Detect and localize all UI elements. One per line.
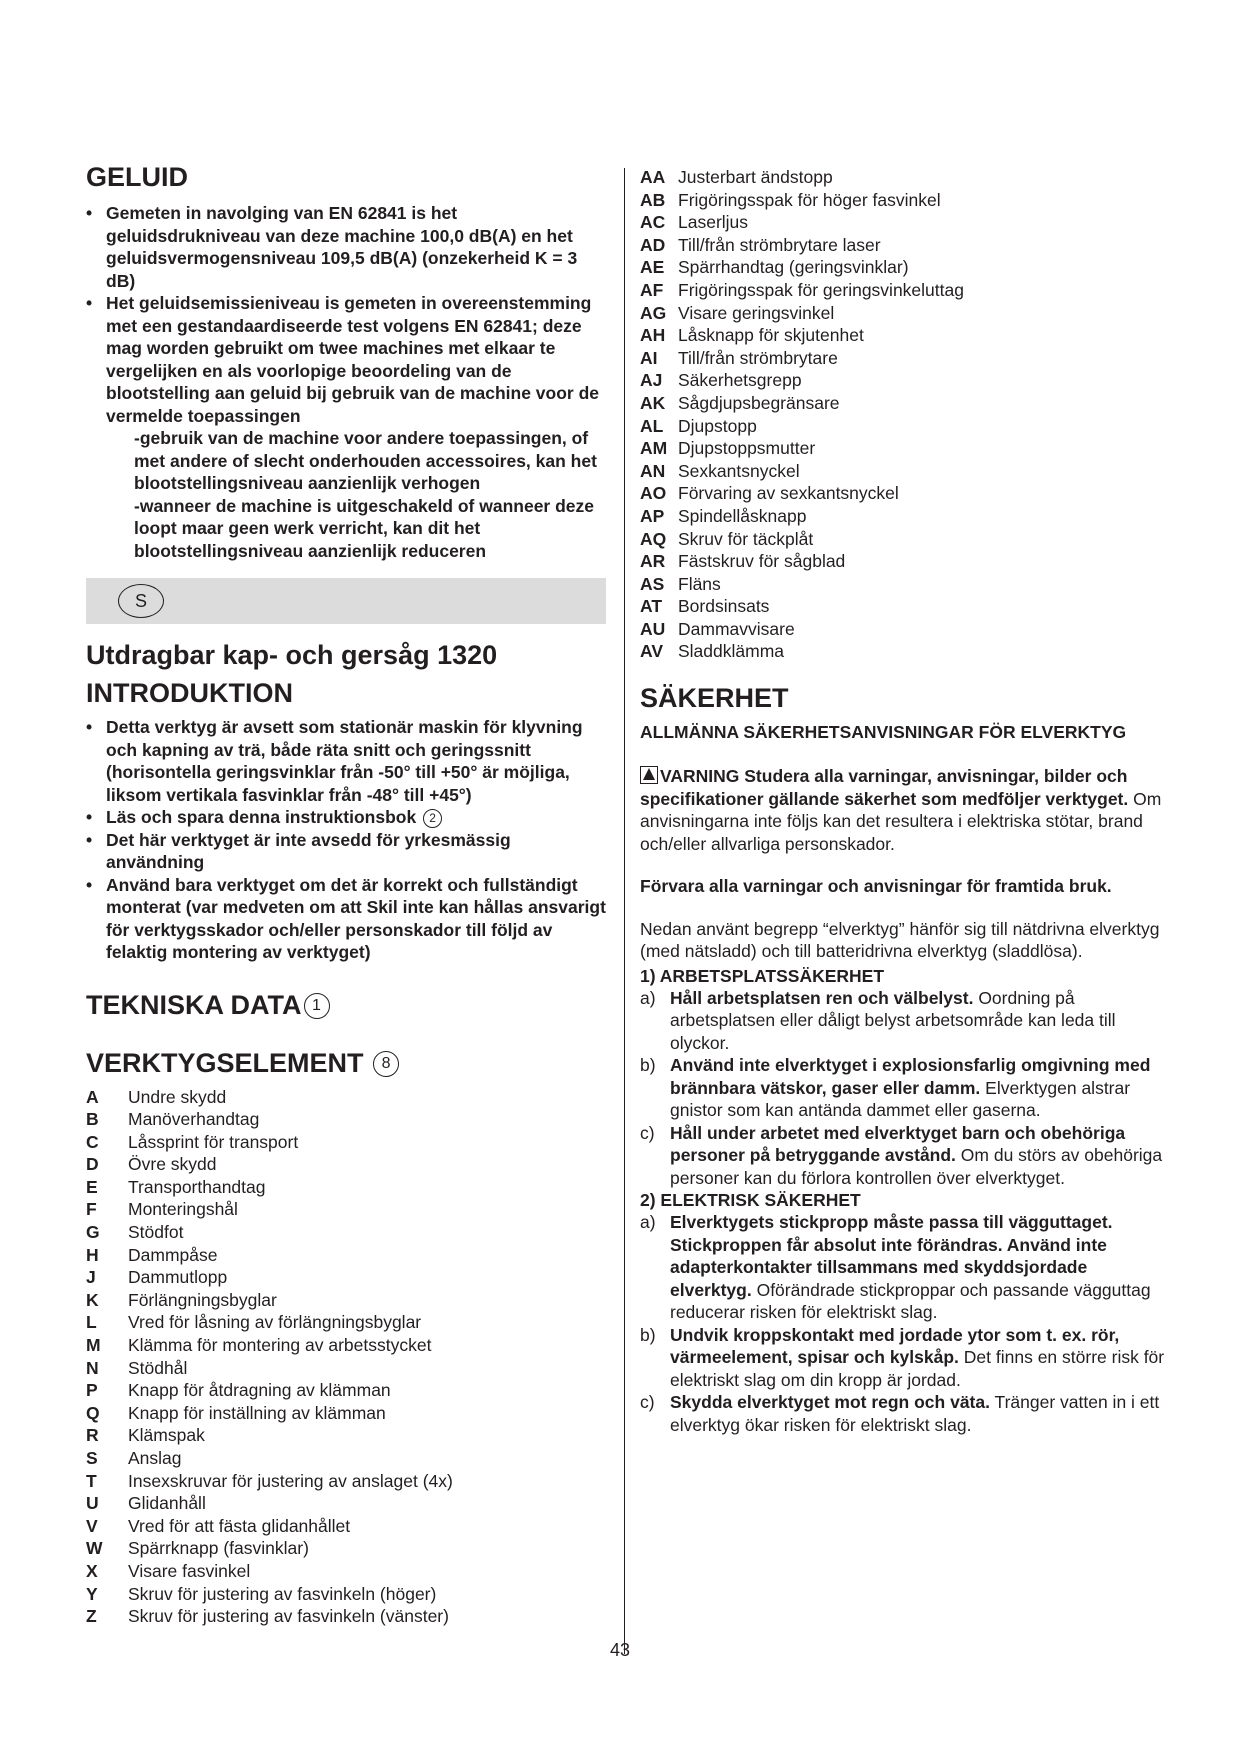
- part-key: W: [86, 1538, 103, 1559]
- part-label: Dammavvisare: [678, 618, 795, 639]
- part-label: Sågdjupsbegränsare: [678, 392, 840, 413]
- part-row: [86, 1605, 453, 1628]
- part-label: Knapp för åtdragning av klämman: [128, 1380, 391, 1401]
- item-marker: a): [640, 987, 656, 1008]
- part-label: Monteringshål: [128, 1199, 238, 1220]
- safety-item: [640, 987, 1170, 1055]
- part-key: AN: [640, 460, 666, 481]
- item-bold-text: Skydda elverktyget mot regn och väta.: [670, 1392, 990, 1413]
- part-row: [640, 618, 964, 641]
- part-label: Djupstopp: [678, 415, 757, 436]
- part-row: [86, 1470, 453, 1493]
- part-key: AM: [640, 438, 668, 459]
- geluid-heading: GELUID: [86, 162, 189, 192]
- part-row: [640, 640, 964, 663]
- part-row: [86, 1560, 453, 1583]
- part-key: AO: [640, 483, 667, 504]
- part-label: Glidanhåll: [128, 1493, 206, 1514]
- item-text: Tränger vatten in i ett elverktyg ökar risken för elektriskt slag.: [670, 1392, 1160, 1435]
- part-key: J: [86, 1267, 96, 1288]
- part-row: [640, 460, 964, 483]
- part-label: Insexskruvar för justering av anslaget (4x): [128, 1470, 453, 1491]
- safety-item: [640, 1211, 1170, 1324]
- part-row: [86, 1424, 453, 1447]
- part-key: F: [86, 1199, 97, 1220]
- tech-data-heading: TEKNISKA DATA 1: [86, 988, 606, 1022]
- part-row: [86, 1583, 453, 1606]
- part-key: A: [86, 1086, 99, 1107]
- part-row: [86, 1311, 453, 1334]
- part-row: [86, 1108, 453, 1131]
- part-label: Frigöringsspak för geringsvinkeluttag: [678, 279, 964, 300]
- part-row: [640, 550, 964, 573]
- part-row: [86, 1176, 453, 1199]
- intro-heading: INTRODUKTION: [86, 678, 293, 708]
- part-key: AC: [640, 212, 666, 233]
- item-text: Det finns en större risk för elektriskt slag om din kropp är jordad.: [670, 1347, 1165, 1390]
- geluid-bullet-1: • Gemeten in navolging van EN 62841 is het geluidsdrukniveau van deze machine 100,0 dB(A) en het geluidsvermogensniveau 109,5 dB(A) (onzekerheid K = 3 dB): [86, 202, 606, 292]
- item-marker: a): [640, 1212, 656, 1233]
- left-column: [86, 160, 606, 1628]
- part-row: [640, 482, 964, 505]
- part-row: [640, 595, 964, 618]
- part-label: Manöverhandtag: [128, 1109, 260, 1130]
- right-column: [640, 166, 1170, 1436]
- geluid-sub-2: -wanneer de machine is uitgeschakeld of wanneer deze loopt maar geen werk verricht, kan dit het blootstellingsniveau aanzienlijk reduceren: [134, 495, 595, 561]
- part-label: Låsknapp för skjutenhet: [678, 325, 864, 346]
- part-key: G: [86, 1222, 100, 1243]
- part-row: [86, 1492, 453, 1515]
- intro-bullet-1: • Detta verktyg är avsett som stationär maskin för klyvning och kapning av trä, både räta snitt och geringssnitt (horisontella geringsvinklar från -50° till +50° är möjliga, liksom vertikala fasvinklar från -48° till +45°): [86, 716, 606, 806]
- keep-instructions: Förvara alla varningar och anvisningar för framtida bruk.: [640, 876, 1112, 897]
- part-row: [640, 211, 964, 234]
- part-row: [640, 415, 964, 438]
- part-key: T: [86, 1470, 97, 1491]
- part-row: [86, 1379, 453, 1402]
- safety-subtitle: ALLMÄNNA SÄKERHETSANVISNINGAR FÖR ELVERKTYG: [640, 722, 1127, 743]
- part-label: Vred för att fästa glidanhållet: [128, 1515, 351, 1536]
- part-key: AB: [640, 189, 666, 210]
- part-row: [86, 1515, 453, 1538]
- item-marker: c): [640, 1122, 655, 1143]
- language-badge: S: [118, 584, 164, 618]
- elements-heading: VERKTYGSELEMENT 8: [86, 1046, 606, 1080]
- part-key: M: [86, 1335, 101, 1356]
- warning-icon: [640, 766, 658, 784]
- item-bold-text: Använd inte elverktyget i explosionsfarlig omgivning med brännbara vätskor, gaser eller damm.: [670, 1055, 1151, 1098]
- part-key: V: [86, 1515, 98, 1536]
- part-key: P: [86, 1380, 98, 1401]
- part-label: Bordsinsats: [678, 596, 770, 617]
- part-row: [86, 1402, 453, 1425]
- part-row: [640, 392, 964, 415]
- part-row: [86, 1334, 453, 1357]
- part-key: Y: [86, 1583, 98, 1604]
- part-label: Dammpåse: [128, 1244, 218, 1265]
- item-text: Elverktygen alstrar gnistor som kan antända dammet eller gaserna.: [670, 1077, 1131, 1121]
- part-key: K: [86, 1289, 99, 1310]
- part-key: AE: [640, 257, 665, 278]
- part-key: N: [86, 1357, 99, 1378]
- part-label: Djupstoppsmutter: [678, 438, 816, 459]
- section-2-list: [640, 1211, 1170, 1436]
- part-key: Q: [86, 1402, 100, 1423]
- item-bold-text: Undvik kroppskontakt med jordade ytor som t. ex. rör, värmeelement, spisar och kylskåp.: [670, 1324, 1120, 1368]
- part-key: D: [86, 1154, 99, 1175]
- figure-ref-1: 1: [304, 993, 330, 1019]
- part-key: AP: [640, 505, 665, 526]
- warning-paragraph: VARNING Studera alla varningar, anvisningar, bilder och specifikationer gällande säkerhet som medföljer verktyget. Om anvisningarna inte följs kan det resultera i elektriska stötar, brand och/eller allvarliga personskador.: [640, 766, 1162, 854]
- part-key: AT: [640, 596, 663, 617]
- part-key: AR: [640, 551, 666, 572]
- part-label: Stödfot: [128, 1222, 184, 1243]
- item-bold-text: Elverktygets stickpropp måste passa till vägguttaget. Stickproppen får absolut inte förändras. Använd inte adapterkontakter tillsammans med skyddsjordade elverktyg.: [670, 1212, 1113, 1300]
- part-row: [640, 302, 964, 325]
- item-marker: c): [640, 1392, 655, 1413]
- part-label: Förvaring av sexkantsnyckel: [678, 483, 899, 504]
- part-key: AV: [640, 641, 664, 662]
- part-key: AA: [640, 167, 666, 187]
- part-row: [86, 1198, 453, 1221]
- part-key: E: [86, 1176, 98, 1197]
- part-key: AS: [640, 573, 665, 594]
- part-key: H: [86, 1244, 99, 1265]
- part-key: AQ: [640, 528, 667, 549]
- part-key: AF: [640, 279, 664, 300]
- item-marker: b): [640, 1324, 656, 1345]
- part-label: Övre skydd: [128, 1154, 217, 1175]
- part-row: [640, 505, 964, 528]
- intro-list: [86, 716, 606, 964]
- part-row: [86, 1153, 453, 1176]
- safety-item: [640, 1324, 1170, 1392]
- intro-bullet-2: • Läs och spara denna instruktionsbok 2: [86, 806, 606, 829]
- part-label: Frigöringsspak för höger fasvinkel: [678, 189, 941, 210]
- section-1-list: [640, 987, 1170, 1190]
- part-row: [640, 189, 964, 212]
- part-label: Låssprint för transport: [128, 1131, 299, 1152]
- part-row: [640, 528, 964, 551]
- part-key: C: [86, 1131, 99, 1152]
- safety-heading: SÄKERHET: [640, 683, 789, 714]
- figure-ref-2: 2: [423, 809, 442, 828]
- part-key: AJ: [640, 370, 663, 391]
- part-label: Klämma för montering av arbetsstycket: [128, 1335, 432, 1356]
- part-label: Spindellåsknapp: [678, 505, 807, 526]
- safety-item: [640, 1122, 1170, 1190]
- part-key: AD: [640, 234, 666, 255]
- part-key: AH: [640, 325, 666, 346]
- elements-table: [86, 1086, 453, 1628]
- part-row: [86, 1131, 453, 1154]
- part-label: Fläns: [678, 573, 721, 594]
- item-text: Oförändrade stickproppar och passande vägguttag reducerar risken för elektriskt slag.: [670, 1279, 1151, 1323]
- part-row: [640, 324, 964, 347]
- geluid-bullet-2: • Het geluidsemissieniveau is gemeten in overeenstemming met een gestandaardiseerde test volgens EN 62841; deze mag worden gebruikt om twee machines met elkaar te vergelijken en als voorlopige beoordeling van de blootstelling aan geluid bij gebruik van de machine voor de vermelde toepassingen -gebruik van de machine voor andere toepassingen, of met andere of slecht onderhouden accessoires, kan het blootstellingsniveau aanzienlijk verhogen -wanneer de machine is uitgeschakeld of wanneer deze loopt maar geen werk verricht, kan dit het blootstellingsniveau aanzienlijk reduceren: [86, 292, 606, 562]
- part-label: Justerbart ändstopp: [678, 167, 833, 187]
- part-row: [86, 1357, 453, 1380]
- part-label: Sladdklämma: [678, 641, 785, 662]
- part-key: AK: [640, 392, 666, 413]
- part-row: [86, 1289, 453, 1312]
- intro-bullet-3: • Det här verktyget är inte avsedd för yrkesmässig användning: [86, 829, 606, 874]
- part-key: Z: [86, 1606, 97, 1627]
- parts-table: [640, 166, 964, 663]
- part-label: Dammutlopp: [128, 1267, 228, 1288]
- language-band: [86, 578, 606, 624]
- part-label: Laserljus: [678, 212, 749, 233]
- part-label: Till/från strömbrytare: [678, 347, 838, 368]
- part-key: AL: [640, 415, 664, 436]
- part-label: Skruv för täckplåt: [678, 528, 814, 549]
- part-label: Stödhål: [128, 1357, 188, 1378]
- column-divider: [624, 168, 625, 1654]
- item-bold-text: Håll under arbetet med elverktyget barn och obehöriga personer på betryggande avstånd.: [670, 1122, 1126, 1166]
- part-label: Förlängningsbyglar: [128, 1289, 277, 1310]
- safety-item: [640, 1054, 1170, 1122]
- part-label: Transporthandtag: [128, 1176, 266, 1197]
- part-key: S: [86, 1448, 98, 1468]
- part-label: Undre skydd: [128, 1086, 227, 1107]
- part-label: Skruv för justering av fasvinkeln (vänster): [128, 1606, 449, 1627]
- figure-ref-8: 8: [373, 1051, 399, 1077]
- part-row: [640, 279, 964, 302]
- part-label: Spärrhandtag (geringsvinklar): [678, 257, 909, 278]
- part-key: L: [86, 1312, 97, 1333]
- geluid-sub-1: -gebruik van de machine voor andere toepassingen, of met andere of slecht onderhouden accessoires, kan het blootstellingsniveau aanzienlijk verhogen: [134, 428, 597, 493]
- product-title: Utdragbar kap- och gersåg 1320: [86, 640, 498, 670]
- part-key: B: [86, 1109, 99, 1130]
- part-row: [640, 347, 964, 370]
- safety-item: [640, 1391, 1170, 1436]
- part-row: [86, 1244, 453, 1267]
- part-label: Vred för låsning av förlängningsbyglar: [128, 1312, 422, 1333]
- part-row: [86, 1221, 453, 1244]
- part-row: [640, 437, 964, 460]
- page-number: 43: [609, 1640, 631, 1660]
- intro-bullet-4: • Använd bara verktyget om det är korrekt och fullständigt monterat (var medveten om att Skil inte kan hållas ansvarigt för verktygsskador och/eller personskador till följd av felaktig montering av verktyget): [86, 874, 606, 964]
- part-row: [86, 1537, 453, 1560]
- part-label: Anslag: [128, 1448, 182, 1468]
- part-label: Visare fasvinkel: [128, 1560, 251, 1581]
- part-key: AU: [640, 618, 666, 639]
- part-row: [640, 166, 964, 189]
- part-key: R: [86, 1425, 99, 1446]
- part-label: Klämspak: [128, 1425, 205, 1446]
- part-label: Till/från strömbrytare laser: [678, 234, 881, 255]
- item-bold-text: Håll arbetsplatsen ren och välbelyst.: [670, 987, 974, 1008]
- part-label: Spärrknapp (fasvinklar): [128, 1538, 309, 1559]
- part-row: [640, 369, 964, 392]
- part-row: [640, 573, 964, 596]
- part-row: [86, 1266, 453, 1289]
- item-marker: b): [640, 1055, 656, 1076]
- part-key: AG: [640, 302, 667, 323]
- section-1-heading: 1) ARBETSPLATSSÄKERHET: [640, 965, 885, 986]
- part-label: Skruv för justering av fasvinkeln (höger): [128, 1583, 437, 1604]
- part-key: X: [86, 1560, 98, 1581]
- geluid-list: [86, 202, 606, 562]
- item-text: Oordning på arbetsplatsen eller dåligt belyst arbetsområde kan leda till olyckor.: [670, 987, 1116, 1053]
- part-label: Sexkantsnyckel: [678, 460, 800, 481]
- part-row: [640, 256, 964, 279]
- term-definition: Nedan använt begrepp “elverktyg” hänför sig till nätdrivna elverktyg (med nätsladd) och till batteridrivna elverktyg (sladdlösa).: [640, 918, 1160, 962]
- part-label: Knapp för inställning av klämman: [128, 1402, 386, 1423]
- part-row: [86, 1447, 453, 1470]
- item-text: Om du störs av obehöriga personer kan du förlora kontrollen över elverktyget.: [670, 1145, 1163, 1188]
- part-label: Visare geringsvinkel: [678, 302, 835, 323]
- part-key: AI: [640, 347, 658, 368]
- part-row: [640, 234, 964, 257]
- part-label: Fästskruv för sågblad: [678, 551, 846, 572]
- part-key: U: [86, 1493, 99, 1514]
- part-row: [86, 1086, 453, 1109]
- part-label: Säkerhetsgrepp: [678, 370, 802, 391]
- section-2-heading: 2) ELEKTRISK SÄKERHET: [640, 1190, 861, 1211]
